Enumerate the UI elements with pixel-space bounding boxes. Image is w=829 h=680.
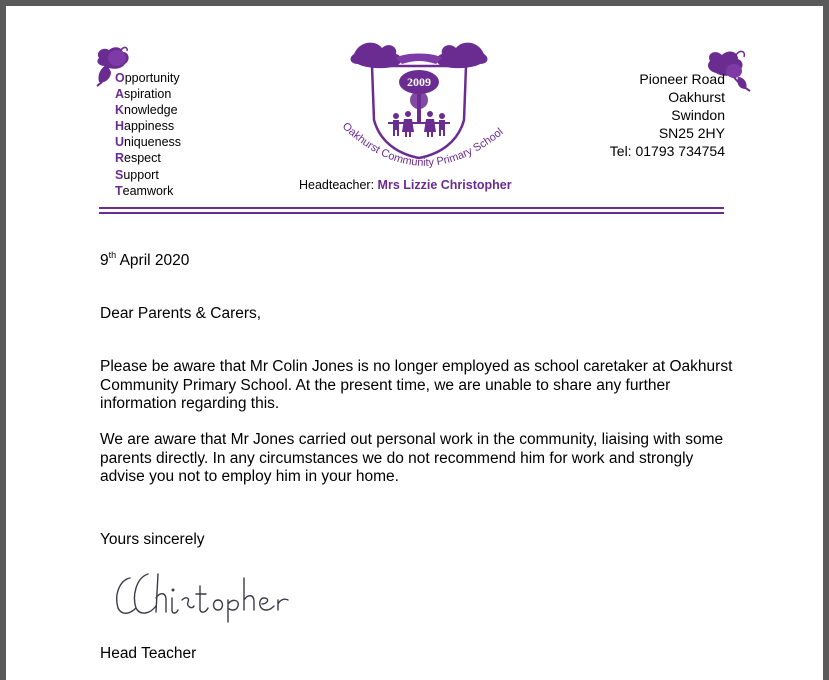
value-item: Respect: [115, 151, 161, 166]
value-item: Uniqueness: [115, 135, 182, 150]
signatory-title: Head Teacher: [100, 645, 197, 662]
address-line: SN25 2HY: [658, 125, 725, 141]
address-phone: Tel: 01793 734754: [609, 143, 725, 159]
header-divider-bottom: [99, 212, 724, 214]
crest-school-name: Oakhurst Community Primary School: [339, 120, 506, 169]
headteacher-label: Headteacher:: [299, 178, 375, 192]
handwritten-signature: [110, 564, 295, 624]
school-address: [610, 70, 725, 160]
letter-paragraph: We are aware that Mr Jones carried out personal work in the community, liaising with some parents directly. In any circumstances we do not recommend him for work and strongly advise you not to employ him in your home.: [100, 431, 724, 485]
letter-date: 9th April 2020: [100, 249, 190, 269]
headteacher-line: [299, 178, 512, 192]
address-line: Pioneer Road: [639, 71, 725, 87]
value-item: Happiness: [115, 119, 175, 134]
headteacher-name: Mrs Lizzie Christopher: [377, 178, 512, 192]
address-line: Oakhurst: [668, 89, 725, 105]
school-crest-logo: [324, 36, 514, 181]
school-values-list: [115, 70, 181, 199]
value-item: Teamwork: [115, 183, 174, 198]
letter-closing: Yours sincerely: [100, 531, 205, 548]
value-item: Opportunity: [115, 71, 180, 85]
value-item: Support: [115, 167, 159, 182]
letter-salutation: Dear Parents & Carers,: [100, 305, 262, 322]
letter-page: [6, 6, 823, 680]
address-line: Swindon: [671, 107, 725, 123]
header-divider-top: [99, 207, 724, 209]
crest-year: 2009: [407, 75, 431, 89]
letter-paragraph: Please be aware that Mr Colin Jones is no longer employed as school caretaker at Oakhurst Community Primary School. At the present time, we are unable to share any further information regarding this.: [100, 358, 733, 412]
value-item: Aspiration: [115, 87, 172, 102]
value-item: Knowledge: [115, 103, 178, 118]
